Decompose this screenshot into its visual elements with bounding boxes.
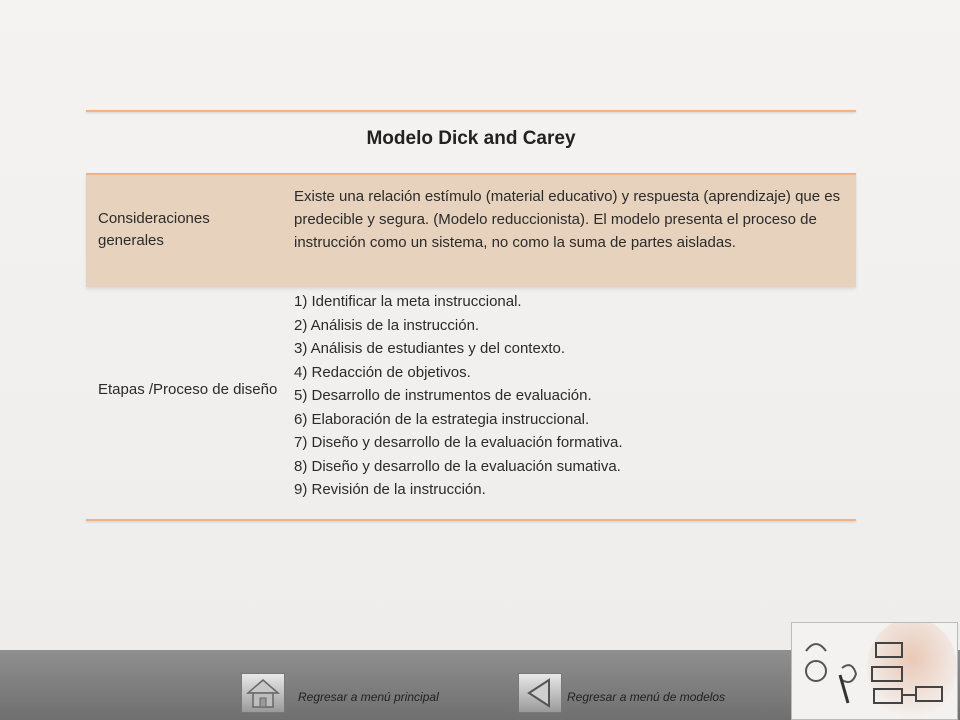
stage-item: 2) Análisis de la instrucción. (294, 316, 480, 334)
home-icon (242, 674, 284, 712)
table-row-stages (86, 287, 856, 517)
stage-item: 7) Diseño y desarrollo de la evaluación formativa. (294, 434, 623, 451)
table-top-rule (86, 110, 856, 112)
stage-item: 6) Elaboración de la estrategia instruccional. (294, 410, 590, 428)
stage-item: 1) Identificar la meta instruccional. (294, 293, 522, 310)
triangle-left-icon (519, 674, 561, 712)
stage-item: 3) Análisis de estudiantes y del contexto. (294, 340, 565, 357)
stages-list (294, 290, 849, 502)
table-bottom-rule (86, 519, 856, 521)
table-row-general (86, 175, 856, 287)
stage-item: 8) Diseño y desarrollo de la evaluación sumativa. (294, 457, 621, 475)
stage-item: 9) Revisión de la instrucción. (294, 481, 486, 498)
home-link[interactable]: Regresar a menú principal (298, 690, 439, 704)
decorative-flowchart-image (791, 622, 958, 720)
table-title: Modelo Dick and Carey (366, 128, 576, 149)
row-label-general: Consideraciones generales (98, 210, 210, 249)
row-label-stages: Etapas /Proceso de diseño (98, 381, 278, 398)
back-to-models-button[interactable] (518, 673, 562, 713)
row-text-general: Existe una relación estímulo (material educativo) y respuesta (aprendizaje) que es predecible y segura. (Modelo reduccionista). El modelo presenta el proceso de instrucción como un sistema, no como la suma de partes aisladas. (294, 188, 841, 251)
back-to-models-link[interactable]: Regresar a menú de modelos (567, 690, 726, 704)
home-button[interactable] (241, 673, 285, 713)
stage-item: 4) Redacción de objetivos. (294, 363, 471, 381)
model-table (86, 110, 856, 522)
stage-item: 5) Desarrollo de instrumentos de evaluación. (294, 387, 592, 404)
